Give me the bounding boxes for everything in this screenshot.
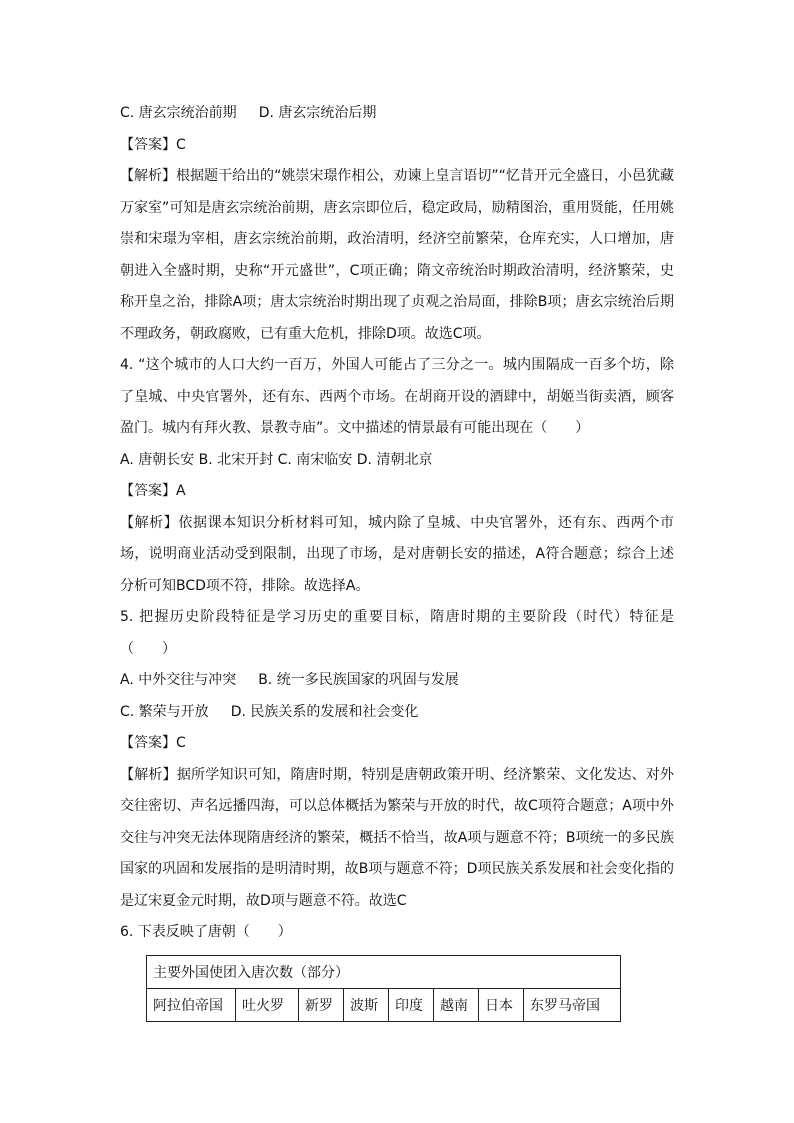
table-cell: 日本 xyxy=(479,988,524,1021)
q5-analysis: 【解析】据所学知识可知，隋唐时期，特别是唐朝政策开明、经济繁荣、文化发达、对外交往密切、声名远播四海，可以总体概括为繁荣与开放的时代，故C项符合题意；A项中外交往与冲突无法体现隋唐经济的繁荣，概括不恰当，故A项与题意不符；B项统一的多民族国家的巩固和发展指的是明清时期，故B项与题意不符；D项民族关系发展和社会变化指的是辽宋夏金元时期，故D项与题意不符。故选C xyxy=(120,766,674,909)
table-cell: 东罗马帝国 xyxy=(524,988,621,1021)
table-cell: 越南 xyxy=(434,988,479,1021)
q5-option-a: A. 中外交往与冲突 xyxy=(120,672,237,688)
table-cell: 吐火罗 xyxy=(236,988,299,1021)
q4-answer: 【答案】A xyxy=(120,483,186,499)
q6-stem: 6. 下表反映了唐朝（ ） xyxy=(120,924,292,940)
q3-answer: 【答案】C xyxy=(120,136,186,153)
q5-stem: 5. 把握历史阶段特征是学习历史的重要目标，隋唐时期的主要阶段（时代）特征是（ ） xyxy=(120,609,674,657)
q4-stem: 4. “这个城市的人口大约一百万，外国人可能占了三分之一。城内围隔成一百多个坊，除了皇城、中央官署外，还有东、西两个市场。在胡商开设的酒肆中，胡姬当街卖酒，顾客盈门。城内有拜火教、景教寺庙”。文中描述的情景最有可能出现在（ ） xyxy=(120,357,674,436)
q6-table xyxy=(146,955,621,1022)
q3-options-cd xyxy=(120,98,674,130)
q5-option-d: D. 民族关系的发展和社会变化 xyxy=(230,703,419,720)
table-cell: 波斯 xyxy=(344,988,389,1021)
table-cell: 印度 xyxy=(389,988,434,1021)
q5-answer: 【答案】C xyxy=(120,735,186,751)
table-cell: 新罗 xyxy=(299,988,344,1021)
q4-analysis: 【解析】依据课本知识分析材料可知，城内除了皇城、中央官署外，还有东、西两个市场，说明商业活动受到限制，出现了市场，是对唐朝长安的描述，A符合题意；综合上述分析可知BCD项不符，排除。故选择A。 xyxy=(120,514,674,594)
q5-option-c: C. 繁荣与开放 xyxy=(120,703,209,720)
table-row xyxy=(147,955,621,988)
table-row xyxy=(147,988,621,1021)
q3-option-c: C. 唐玄宗统治前期 xyxy=(120,105,237,121)
table-cell: 阿拉伯帝国 xyxy=(147,988,236,1021)
q3-analysis: 【解析】根据题干给出的“姚崇宋璟作相公，劝谏上皇言语切”“忆昔开元全盛日，小邑犹藏万家室”可知是唐玄宗统治前期，唐玄宗即位后，稳定政局，励精图治，重用贤能，任用姚崇和宋璟为宰相，唐玄宗统治前期，政治清明，经济空前繁荣，仓库充实，人口增加，唐朝进入全盛时期，史称“开元盛世”，C项正确；隋文帝统治时期政治清明，经济繁荣，史称开皇之治，排除A项；唐太宗统治时期出现了贞观之治局面，排除B项；唐玄宗统治后期不理政务，朝政腐败，已有重大危机，排除D项。故选C项。 xyxy=(120,168,674,342)
q3-option-d: D. 唐玄宗统治后期 xyxy=(258,105,377,121)
table-title: 主要外国使团入唐次数（部分） xyxy=(147,955,621,988)
q5-options-ab xyxy=(120,665,674,697)
q5-options-cd xyxy=(120,697,674,729)
q4-options: A. 唐朝长安 B. 北宋开封 C. 南宋临安 D. 清朝北京 xyxy=(120,451,433,468)
q5-option-b: B. 统一多民族国家的巩固与发展 xyxy=(258,672,459,688)
